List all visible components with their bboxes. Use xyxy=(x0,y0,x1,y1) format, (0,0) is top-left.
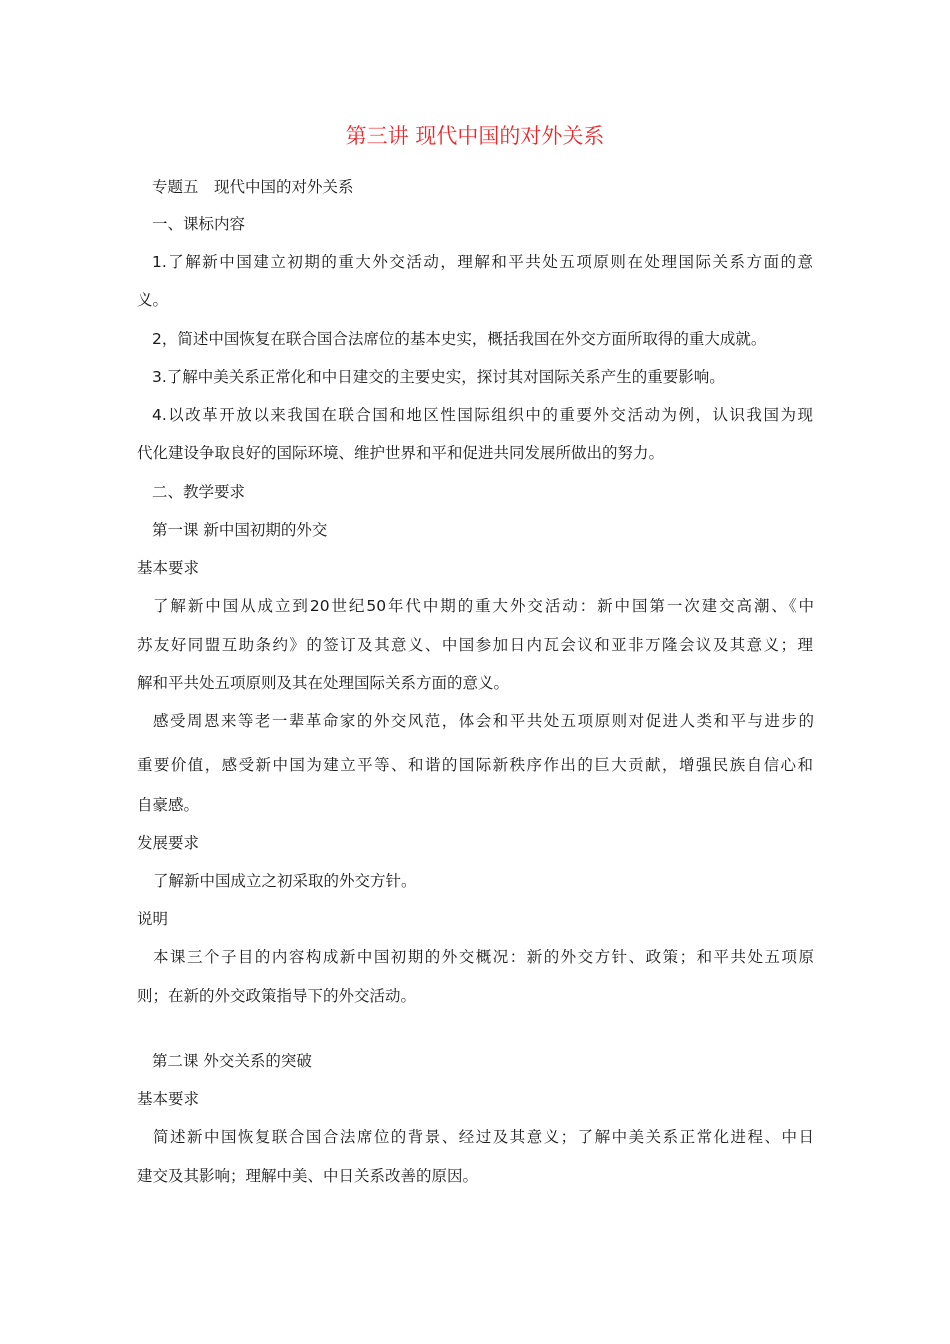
paragraph-line: 3.了解中美关系正常化和中日建交的主要史实，探讨其对国际关系产生的重要影响。 xyxy=(152,368,725,386)
subsection-label: 说明 xyxy=(137,910,169,928)
subsection-label: 发展要求 xyxy=(137,834,200,852)
lesson-title: 第一课 新中国初期的外交 xyxy=(152,521,328,539)
subsection-label: 基本要求 xyxy=(137,1090,200,1108)
section-heading: 一、课标内容 xyxy=(152,215,246,233)
subsection-label: 基本要求 xyxy=(137,559,200,577)
paragraph-line: 了解新中国成立之初采取的外交方针。 xyxy=(153,872,417,890)
paragraph-line: 自豪感。 xyxy=(137,796,200,814)
paragraph-line: 重要价值，感受新中国为建立平等、和谐的国际新秩序作出的巨大贡献，增强民族自信心和 xyxy=(137,756,813,774)
paragraph-line: 1.了解新中国建立初期的重大外交活动，理解和平共处五项原则在处理国际关系方面的意 xyxy=(152,253,813,271)
section-heading: 二、教学要求 xyxy=(152,483,246,501)
topic-heading: 专题五 现代中国的对外关系 xyxy=(152,178,354,196)
paragraph-line: 本课三个子目的内容构成新中国初期的外交概况：新的外交方针、政策；和平共处五项原 xyxy=(153,948,814,966)
paragraph-line: 义。 xyxy=(137,291,169,309)
lesson-title: 第二课 外交关系的突破 xyxy=(152,1052,312,1070)
paragraph-line: 4.以改革开放以来我国在联合国和地区性国际组织中的重要外交活动为例，认识我国为现 xyxy=(152,406,813,424)
paragraph-line: 简述新中国恢复联合国合法席位的背景、经过及其意义；了解中美关系正常化进程、中日 xyxy=(153,1128,814,1146)
paragraph-line: 代化建设争取良好的国际环境、维护世界和平和促进共同发展所做出的努力。 xyxy=(137,444,665,462)
document-title: 第三讲 现代中国的对外关系 xyxy=(345,124,605,148)
paragraph-line: 感受周恩来等老一辈革命家的外交风范，体会和平共处五项原则对促进人类和平与进步的 xyxy=(153,712,814,730)
paragraph-line: 了解新中国从成立到20世纪50年代中期的重大外交活动：新中国第一次建交高潮、《中 xyxy=(153,597,814,615)
paragraph-line: 建交及其影响；理解中美、中日关系改善的原因。 xyxy=(137,1167,479,1185)
paragraph-line: 解和平共处五项原则及其在处理国际关系方面的意义。 xyxy=(137,674,510,692)
paragraph-line: 2，简述中国恢复在联合国合法席位的基本史实，概括我国在外交方面所取得的重大成就。 xyxy=(152,330,767,348)
paragraph-line: 苏友好同盟互助条约》的签订及其意义、中国参加日内瓦会议和亚非万隆会议及其意义；理 xyxy=(137,636,813,654)
paragraph-line: 则；在新的外交政策指导下的外交活动。 xyxy=(137,987,417,1005)
